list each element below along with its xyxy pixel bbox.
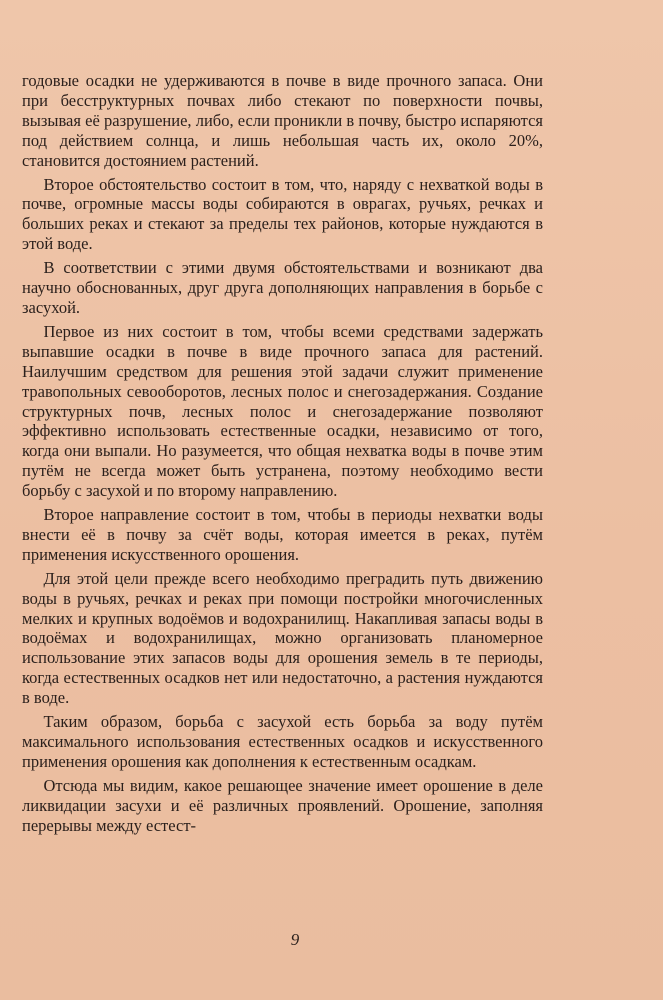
paragraph: В соответствии с этими двумя обстоятельствами и возникают два научно обоснованных, друг друга дополняющих направления в борьбе с засухой. [22, 258, 543, 317]
paragraph: Таким образом, борьба с засухой есть борьба за воду путём максимального использования естественных осадков и искусственного применения орошения как дополнения к естественным осадкам. [22, 712, 543, 771]
paragraph: Для этой цели прежде всего необходимо преградить путь движению воды в ручьях, речках и реках при помощи постройки многочисленных мелких и крупных водоёмов и водохранилищ. Накапливая запасы воды в водоёмах и водохранилищах, можно организовать планомерное использование этих запасов воды для орошения земель в те периоды, когда естественных осадков нет или недостаточно, а растения нуждаются в воде. [22, 568, 543, 708]
paragraph: Второе направление состоит в том, чтобы в периоды нехватки воды внести её в почву за счёт воды, которая имеется в реках, путём применения искусственного орошения. [22, 505, 543, 564]
paragraph: Второе обстоятельство состоит в том, что, наряду с нехваткой воды в почве, огромные массы воды собираются в оврагах, ручьях, речках и больших реках и стекают за пределы тех районов, которые нуждаются в этой воде. [22, 174, 543, 254]
paragraph: Отсюда мы видим, какое решающее значение имеет орошение в деле ликвидации засухи и её различных проявлений. Орошение, заполняя перерывы между естест- [22, 775, 543, 835]
page-number: 9 [290, 930, 300, 949]
paragraph: годовые осадки не удерживаются в почве в виде прочного запаса. Они при бесструктурных почвах либо стекают по поверхности почвы, вызывая её разрушение, либо, если проникли в почву, быстро испаряются под действием солнца, и лишь небольшая часть их, около 20%, становится достоянием растений. [22, 71, 543, 170]
paragraph: Первое из них состоит в том, чтобы всеми средствами задержать выпавшие осадки в почве в виде прочного запаса для растений. Наилучшим средством для решения этой задачи служит применение травопольных севооборотов, лесных полос и снегозадержания. Создание структурных почв, лесных полос и снегозадержание позволяют эффективно использовать естественные осадки, независимо от того, когда они выпали. Но разумеется, что общая нехватка воды в почве этим путём не всегда может быть устранена, поэтому необходимо вести борьбу с засухой и по второму направлению. [22, 321, 543, 501]
body-text [22, 71, 543, 840]
